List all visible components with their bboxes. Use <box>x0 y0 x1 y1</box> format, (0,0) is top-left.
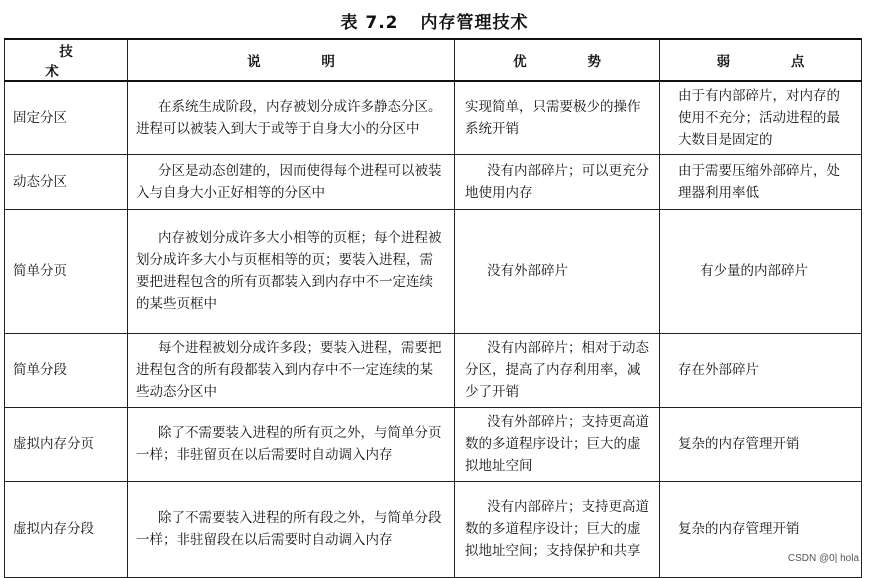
memory-management-table <box>4 38 862 578</box>
table-title <box>0 8 869 33</box>
cell-weakness: 由于需要压缩外部碎片，处理器利用率低 <box>660 154 862 209</box>
cell-description: 除了不需要装入进程的所有页之外，与简单分页一样；非驻留页在以后需要时自动调入内存 <box>128 407 455 481</box>
header-row <box>5 39 862 81</box>
cell-description: 除了不需要装入进程的所有段之外，与简单分段一样；非驻留段在以后需要时自动调入内存 <box>128 481 455 577</box>
csdn-watermark: CSDN @0| hola <box>787 553 859 564</box>
header-weakness: 弱 点 <box>660 39 862 81</box>
cell-description: 分区是动态创建的，因而使得每个进程可以被装入与自身大小正好相等的分区中 <box>128 154 455 209</box>
cell-description: 在系统生成阶段，内存被划分成许多静态分区。进程可以被装入到大于或等于自身大小的分区中 <box>128 81 455 154</box>
cell-advantage: 没有内部碎片；可以更充分地使用内存 <box>455 154 660 209</box>
cell-weakness: 存在外部碎片 <box>660 333 862 407</box>
cell-advantage: 没有外部碎片 <box>455 209 660 333</box>
cell-technique: 简单分页 <box>5 209 128 333</box>
table-caption: 内存管理技术 <box>420 13 529 33</box>
header-advantage: 优 势 <box>455 39 660 81</box>
header-description: 说 明 <box>128 39 455 81</box>
table-row <box>5 154 862 209</box>
table-number: 表 7.2 <box>340 13 399 33</box>
table-row <box>5 81 862 154</box>
cell-weakness: 复杂的内存管理开销 <box>660 481 862 577</box>
table-row <box>5 333 862 407</box>
table-row <box>5 481 862 577</box>
cell-technique: 固定分区 <box>5 81 128 154</box>
cell-advantage: 实现简单，只需要极少的操作系统开销 <box>455 81 660 154</box>
cell-advantage: 没有外部碎片；支持更高道数的多道程序设计；巨大的虚拟地址空间 <box>455 407 660 481</box>
cell-advantage: 没有内部碎片；相对于动态分区，提高了内存利用率，减少了开销 <box>455 333 660 407</box>
cell-advantage: 没有内部碎片；支持更高道数的多道程序设计；巨大的虚拟地址空间；支持保护和共享 <box>455 481 660 577</box>
cell-technique: 虚拟内存分页 <box>5 407 128 481</box>
cell-description: 每个进程被划分成许多段；要装入进程，需要把进程包含的所有段都装入到内存中不一定连续的某些动态分区中 <box>128 333 455 407</box>
header-technique: 技 术 <box>5 39 128 81</box>
table-row <box>5 407 862 481</box>
cell-weakness: 由于有内部碎片，对内存的使用不充分；活动进程的最大数目是固定的 <box>660 81 862 154</box>
cell-description: 内存被划分成许多大小相等的页框；每个进程被划分成许多大小与页框相等的页；要装入进程，需要把进程包含的所有页都装入到内存中不一定连续的某些页框中 <box>128 209 455 333</box>
cell-technique: 简单分段 <box>5 333 128 407</box>
cell-weakness: 有少量的内部碎片 <box>660 209 862 333</box>
cell-weakness: 复杂的内存管理开销 <box>660 407 862 481</box>
cell-technique: 虚拟内存分段 <box>5 481 128 577</box>
cell-technique: 动态分区 <box>5 154 128 209</box>
table-row <box>5 209 862 333</box>
